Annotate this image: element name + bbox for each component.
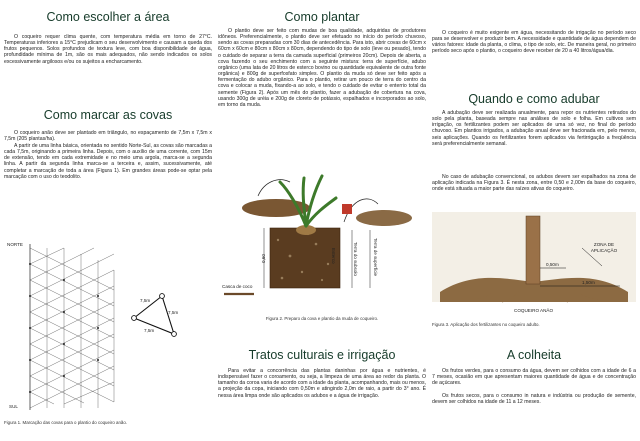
subsoil-label: Terra do subsolo <box>353 242 358 276</box>
paragraph-application-zone: No caso de adubação convencional, os adubos devem ser espalhados na zona de aplicação indicada na Figura 3. É nesta zona, entre 0,50 e 2,00m da base do coqueiro, onde está situada a maior parte das raízes ativas do coqueiro. <box>432 174 636 193</box>
heading-harvest: A colheita <box>506 348 562 362</box>
figure-2-planting <box>218 168 426 328</box>
application-zone-label: ZONA DE APLICAÇÃO <box>590 242 618 253</box>
figure-3-caption: Figura 3. Aplicação dos fertilizantes no coqueiro adulto. <box>432 322 540 327</box>
application-zone-diagram <box>432 212 636 320</box>
paragraph-harvest-dry: Os frutos secos, para o consumo in natura e indústria ou produção de semente, devem ser colhidos na idade de 11 a 12 meses. <box>432 393 636 406</box>
depth-label: 0,60 <box>260 254 266 263</box>
dimension-label-3: 7,5m <box>144 328 155 333</box>
dimension-label-1: 7,5m <box>140 298 151 303</box>
heading-fertilizing: Quando e como adubar <box>468 92 600 106</box>
grid-lines <box>30 248 114 408</box>
figure-2-caption: Figura 2. Preparo da cova e plantio da muda de coqueiro. <box>265 316 379 321</box>
planting-hole-diagram <box>218 168 426 316</box>
manure-label: Esterco <box>331 248 336 264</box>
heading-choose-area: Como escolher a área <box>46 10 170 24</box>
figure-3-fertilizer <box>432 212 636 332</box>
paragraph-planting: O plantio deve ser feito com mudas de boa qualidade, adquiridas de produtores idôneos. Preferencialmente, o plantio deve ser efetuado no início do período chuvoso, sendo as covas preparadas com 30 dias de antecedência. Para isto, abrir covas de 60cm x 60cm x 60cm e 80cm x 80cm x 80cm, dependendo do tipo de solo (leve ou pesado), tendo o cuidado de separar a terra da camada superficial (primeiros 20cm). Depois de aberta, a cova fazendo o seu enchimento com a seguinte mistura: terra de superfície, adubo orgânico (uma lata de 20 litros de esterco bovino ou quantidade equivalente de outra fonte orgânica) e 800g de superfosfato simples. O plantio da muda só deve ser feito após a fermentação do adubo orgânico. Para o plantio, retirar um pouco de terra do centro da cova e colocar a muda, fixando-a ao solo, e tendo o cuidado de evitar o enterrio total da semente (Figura 2). Após um mês do plantio, fazer a adubação de cobertura na cova, usando 300g de uréia e 200g de cloreto de potássio, espalhados e incorporados ao solo, em torno da muda. <box>218 28 426 108</box>
paragraph-marking: A partir de uma linha básica, orientada no sentido Norte-Sul, as covas são marcadas a cada 7,5m, originando a primeira linha. Depois, com o auxílio de uma corrente, com 15m de extensão, tendo em cada extremidade e no meio uma argola, marca-se a segunda linha. A partir da segunda linha marca-se a terceira e, assim, sucessivamente, até completar a marcação de toda a área (Figura 1). Em grandes áreas pode-se optar pela marcação com o uso do teodolito. <box>4 143 212 180</box>
figure-1-marking <box>4 234 212 434</box>
paragraph-fertilizing: A adubação deve ser realizada anualmente, para repor os nutrientes retirados do solo pela planta, baseada sempre nas análises de solo e folha. Em cultivos sem irrigação, os fertilizantes podem ser aplicados de uma só vez, no final do período chuvoso. Em plantios irrigados, a adubação anual deve ser fracionada em, pelo menos, seis aplicações. Quando os fertilizantes forem aplicados via fertirrigação a freqüência será preferencialmente semanal. <box>432 110 636 147</box>
paragraph-irrigation: O coqueiro é muito exigente em água, necessitando de irrigação no período seco para se desenvolver e produzir bem. A necessidade e quantidade de água dependem de vários fatores: idade da planta, o clima, o tipo de solo, etc. De maneira geral, no primeiro período seco após o plantio, o coqueiro deve receber de 20 a 40 litros/água/dia. <box>432 30 636 55</box>
topsoil-label: Terra de superfície <box>373 238 378 277</box>
bucket <box>342 204 352 214</box>
paragraph-harvest-green: Os frutos verdes, para o consumo da água, devem ser colhidos com a idade de 6 a 7 meses, ocasião em que apresentam maiores quantidade de água e de concentração de açúcares. <box>432 368 636 387</box>
dimension-label-2: 7,5m <box>168 310 179 315</box>
heading-cultural-care: Tratos culturais e irrigação <box>248 348 396 362</box>
figure-1-caption: Figura 1. Marcação das covas para o plantio do coqueiro anão. <box>4 420 128 425</box>
dwarf-coconut-label: COQUEIRO ANÃO <box>514 308 554 313</box>
paragraph-cultural-care: Para evitar a concorrência das plantas daninhas por água e nutrientes, é indispensável fazer o coroamento, ou seja, a limpeza de uma área ao redor da planta. O tamanho da coroa varia de acordo com a idade da planta, acompanhando, mais ou menos, a projeção da copa, iniciando com 0,50m e atingindo 2,0m de raio, a partir do 3° ano. É nessa área limpa onde são aplicados os adubos e a água de irrigação. <box>218 368 426 399</box>
south-label: SUL <box>9 404 18 409</box>
coconut-husk-label: Casca de coco <box>222 284 253 289</box>
coconut-trunk <box>526 216 540 284</box>
distance-050-label: 0,50m <box>546 262 559 267</box>
paragraph-choose-area: O coqueiro requer clima quente, com temperatura média em torno de 27°C. Temperaturas inferiores a 15°C prejudicam o seu desenvolvimento e causam a queda dos frutos pequenos. Solos profundos de textura leve, com boa disponibilidade de água, profundidade mínima de 1m, são os mais adequados, não sendo indicados os solos excessivamente argilosos e/ou os sujeitos a encharcamento. <box>4 34 212 65</box>
heading-mark-holes: Como marcar as covas <box>43 108 173 122</box>
distance-150-label: 1,50m <box>582 280 595 285</box>
soil-pile-right <box>356 210 412 226</box>
heading-how-to-plant: Como plantar <box>284 10 360 24</box>
north-label: NORTE <box>7 242 23 247</box>
triangle-grid-diagram <box>4 234 212 416</box>
paragraph-spacing: O coqueiro anão deve ser plantado em triângulo, no espaçamento de 7,5m x 7,5m x 7,5m (205 plantas/ha). <box>4 130 212 143</box>
planting-hole <box>270 228 340 288</box>
